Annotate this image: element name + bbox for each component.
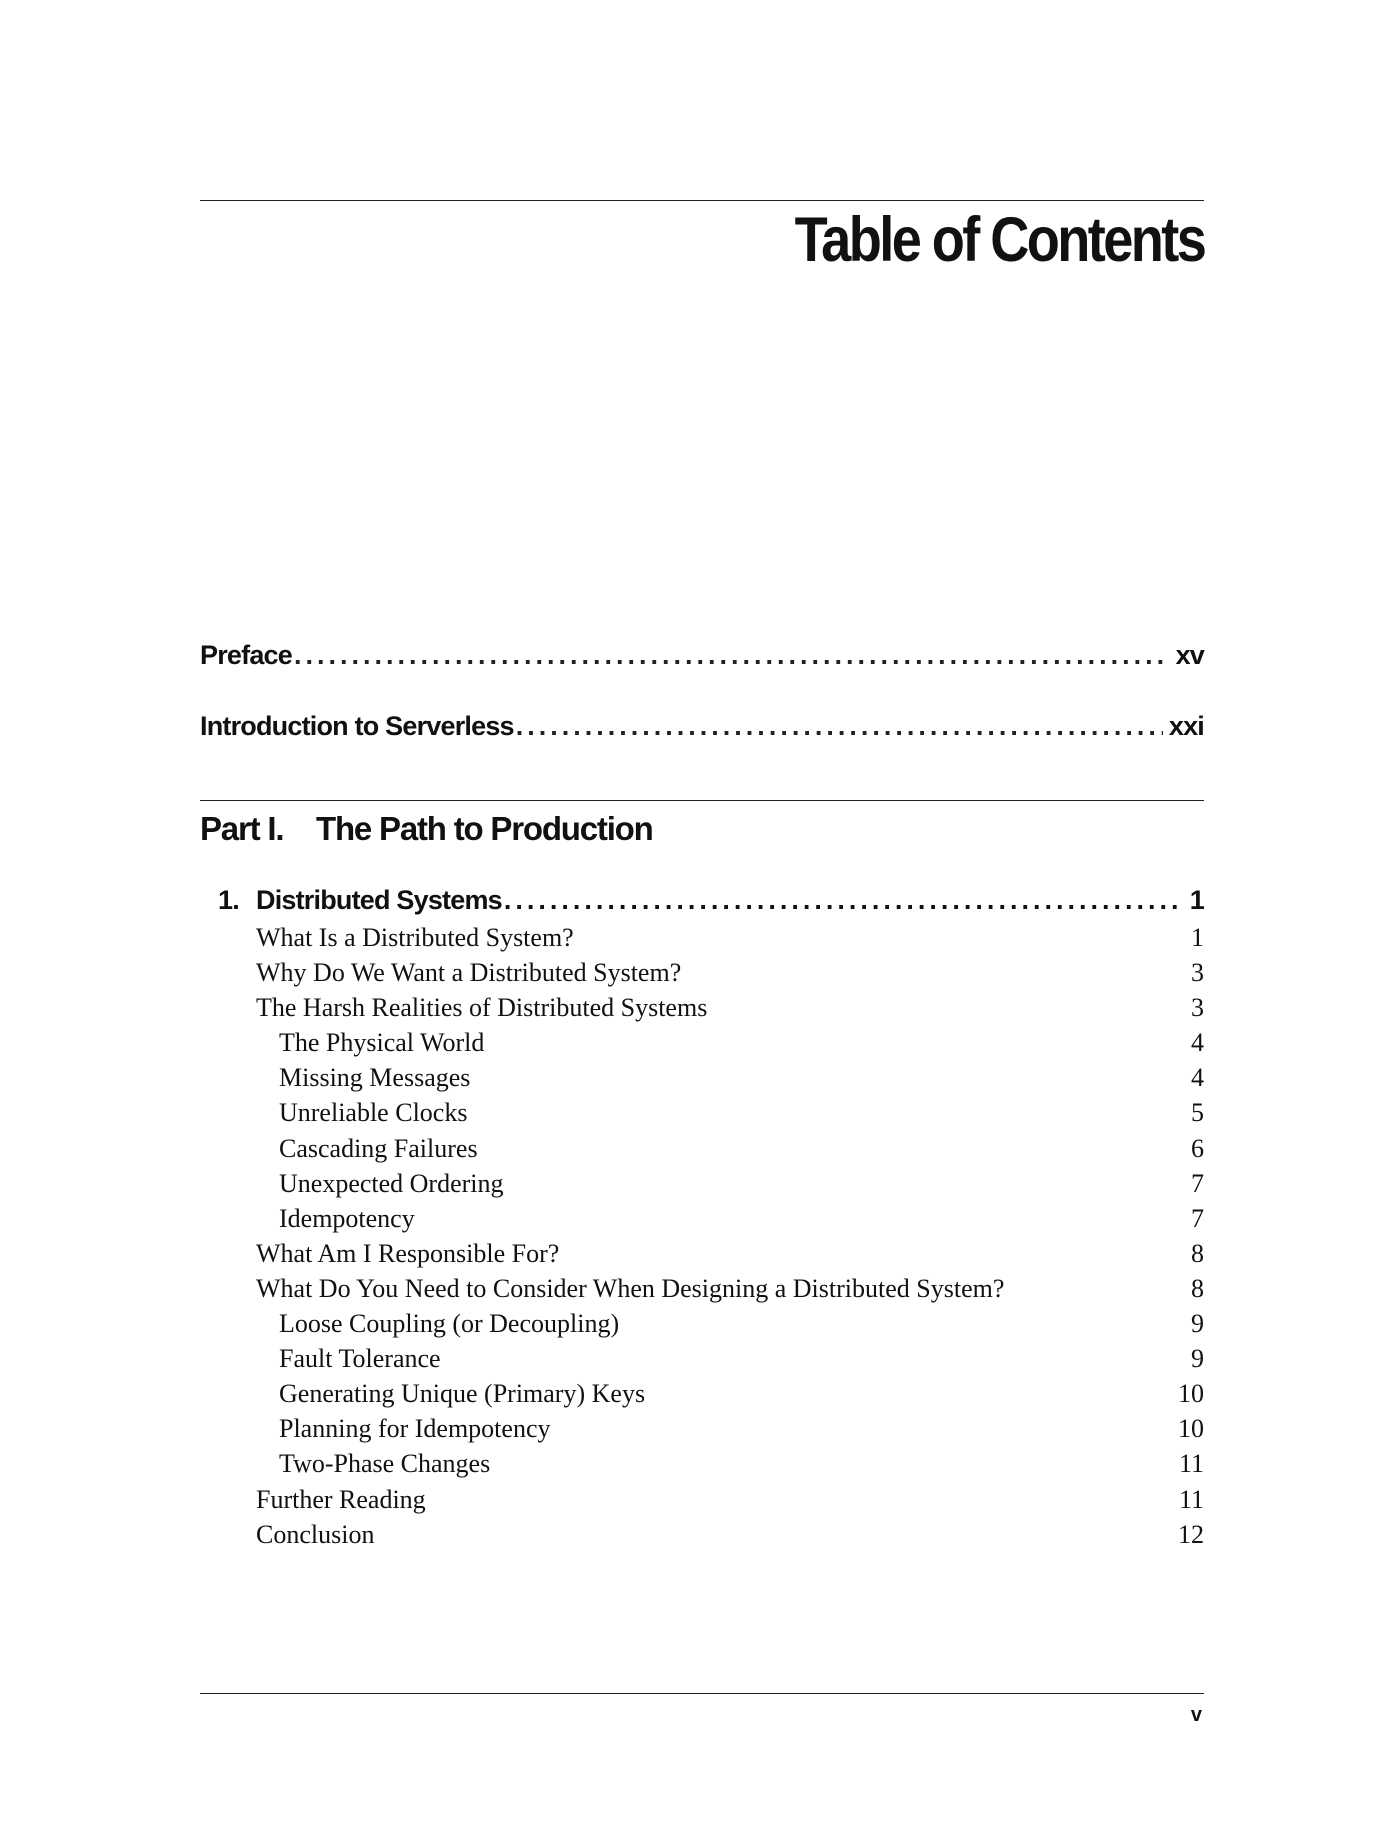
part-title: The Path to Production: [316, 810, 653, 847]
toc-entry: [0, 1274, 1400, 1309]
toc-entry-label: Missing Messages: [279, 1063, 471, 1093]
chapter-heading: [218, 885, 1204, 916]
toc-entry-label: Loose Coupling (or Decoupling): [279, 1309, 620, 1339]
toc-entry: [0, 923, 1400, 958]
toc-entry-page: 12: [1178, 1519, 1204, 1549]
toc-entry: [0, 1169, 1400, 1204]
part-rule: [200, 800, 1204, 801]
dot-leader: [294, 640, 1170, 671]
toc-entry-page: 9: [1191, 1309, 1204, 1339]
toc-entry-label: Conclusion: [256, 1519, 375, 1549]
toc-entry-page: 4: [1191, 1063, 1204, 1093]
toc-entry-page: 5: [1191, 1098, 1204, 1128]
toc-entry: [0, 1485, 1400, 1520]
toc-entry-introduction: [200, 711, 1204, 742]
toc-entry-page: xv: [1175, 640, 1204, 670]
toc-entry-page: 10: [1178, 1414, 1204, 1444]
toc-entry: [0, 1449, 1400, 1484]
toc-entry: [0, 1063, 1400, 1098]
toc-entry-label: Unexpected Ordering: [279, 1168, 504, 1198]
page-number: v: [1190, 1704, 1202, 1726]
toc-entry: [0, 1309, 1400, 1344]
toc-entry: [0, 1414, 1400, 1449]
bottom-rule: [200, 1693, 1204, 1694]
toc-entry-page: 11: [1178, 1484, 1204, 1514]
toc-entry-page: xxi: [1168, 711, 1204, 741]
toc-entry-page: 9: [1191, 1344, 1204, 1374]
toc-entry-label: Two-Phase Changes: [279, 1449, 491, 1479]
toc-entry-label: Why Do We Want a Distributed System?: [256, 958, 682, 988]
toc-entry-label: Fault Tolerance: [279, 1344, 441, 1374]
chapter-title: Distributed Systems: [256, 885, 502, 915]
toc-entry-page: 7: [1191, 1168, 1204, 1198]
toc-entry-label: Planning for Idempotency: [279, 1414, 551, 1444]
toc-entry-preface: [200, 640, 1204, 671]
toc-entry-page: 11: [1178, 1449, 1204, 1479]
toc-entry-page: 7: [1191, 1203, 1204, 1233]
toc-entry-label: Idempotency: [279, 1203, 415, 1233]
toc-entry: [0, 1344, 1400, 1379]
toc-entry-page: 8: [1191, 1238, 1204, 1268]
part-number: Part I.: [200, 810, 284, 847]
toc-entry: [0, 1379, 1400, 1414]
dot-leader: [516, 711, 1163, 742]
section-list: [0, 923, 1400, 1555]
toc-entry-page: 4: [1191, 1028, 1204, 1058]
toc-entry: [0, 958, 1400, 993]
toc-entry-label: Introduction to Serverless: [200, 711, 514, 741]
toc-entry-page: 1: [1191, 923, 1204, 952]
toc-entry-page: 3: [1191, 993, 1204, 1023]
toc-entry: [0, 1239, 1400, 1274]
toc-entry: [0, 1098, 1400, 1133]
page-title: Table of Contents: [794, 205, 1204, 275]
chapter-number: 1.: [218, 885, 239, 915]
toc-entry: [0, 1204, 1400, 1239]
toc-entry-label: Unreliable Clocks: [279, 1098, 468, 1128]
part-heading: [200, 810, 653, 848]
toc-entry-label: What Do You Need to Consider When Designing a Distributed System?: [256, 1273, 1005, 1303]
toc-entry-label: What Am I Responsible For?: [256, 1238, 560, 1268]
toc-entry-label: Cascading Failures: [279, 1133, 478, 1163]
toc-entry: [0, 1028, 1400, 1063]
toc-entry-label: The Harsh Realities of Distributed Systems: [256, 993, 708, 1023]
toc-entry-page: 8: [1191, 1273, 1204, 1303]
toc-entry-label: Preface: [200, 640, 292, 670]
toc-entry: [0, 1520, 1400, 1555]
toc-entry-page: 3: [1191, 958, 1204, 988]
top-rule: [200, 200, 1204, 201]
toc-entry-label: Further Reading: [256, 1484, 426, 1514]
toc-entry-page: 6: [1191, 1133, 1204, 1163]
chapter-page: 1: [1189, 885, 1204, 915]
toc-entry: [0, 993, 1400, 1028]
toc-entry-label: Generating Unique (Primary) Keys: [279, 1379, 646, 1409]
toc-entry-label: The Physical World: [279, 1028, 485, 1058]
dot-leader: [504, 885, 1182, 916]
toc-entry-label: What Is a Distributed System?: [256, 923, 574, 952]
toc-entry-page: 10: [1178, 1379, 1204, 1409]
toc-entry: [0, 1134, 1400, 1169]
